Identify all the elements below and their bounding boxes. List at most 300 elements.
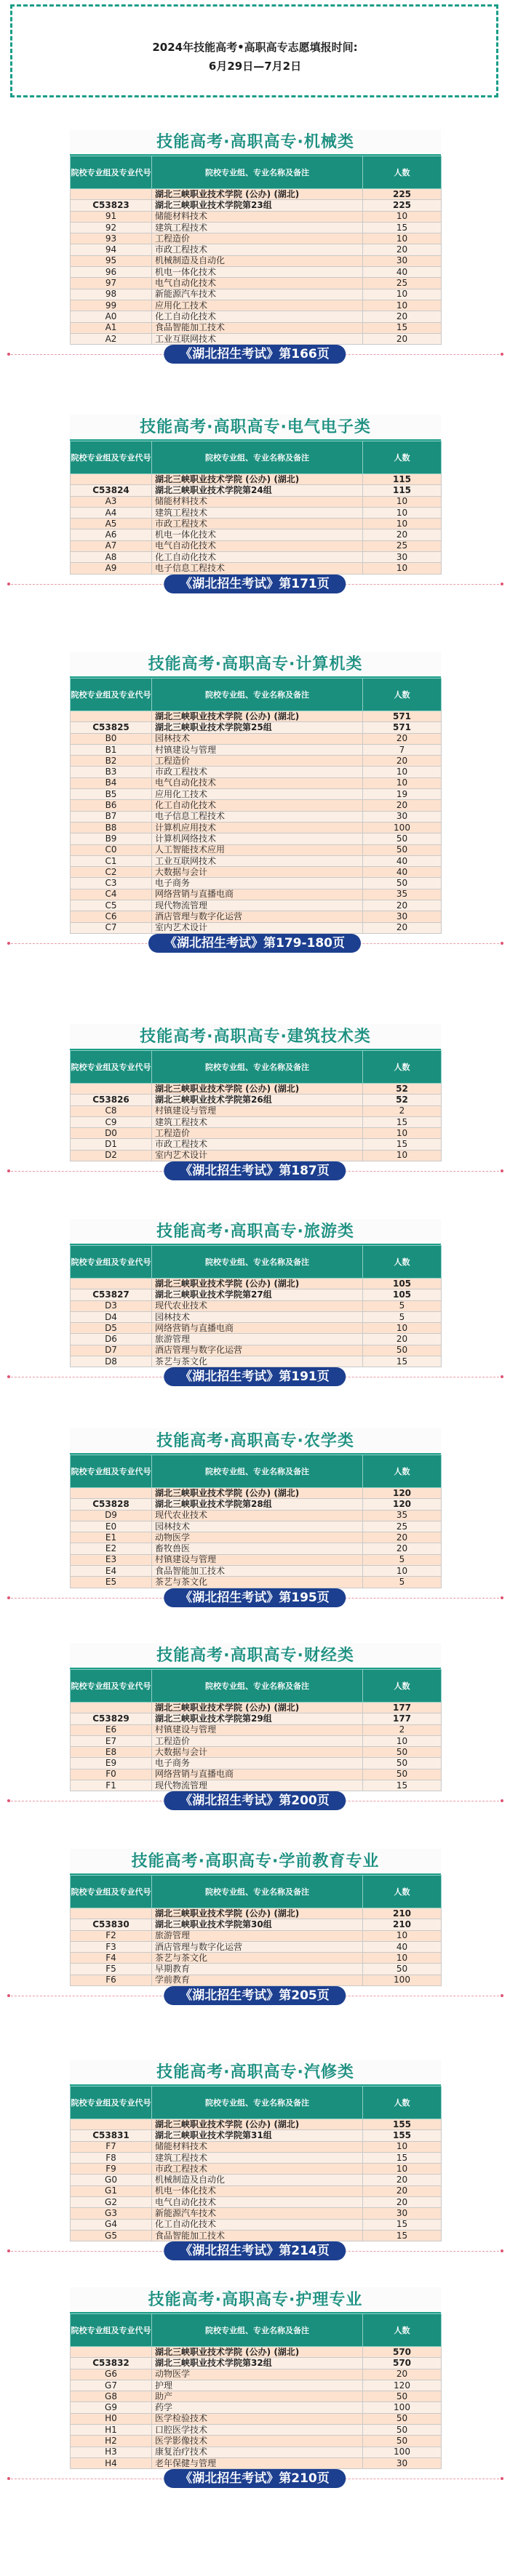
table-row (71, 1953, 442, 1964)
row-name: 老年保健与管理 (152, 2457, 363, 2468)
table-row (71, 1334, 442, 1345)
row-count: 30 (363, 2457, 442, 2468)
table-row (71, 756, 442, 767)
row-code: E2 (71, 1543, 152, 1554)
header-count: 人数 (363, 1876, 442, 1908)
row-code: F3 (71, 1941, 152, 1952)
header-code: 院校专业组及专业代号 (71, 2314, 152, 2347)
row-count: 2 (363, 1724, 442, 1735)
page-reference-badge: 《湖北招生考试》第195页 (164, 1588, 346, 1607)
row-name: 工程造价 (152, 1735, 363, 1746)
row-name: 湖北三峡职业技术学院第31组 (152, 2130, 363, 2141)
row-count: 105 (363, 1279, 442, 1289)
row-code: 92 (71, 222, 152, 233)
row-count: 25 (363, 1521, 442, 1532)
row-code: D6 (71, 1334, 152, 1345)
table-row (71, 889, 442, 900)
header-code: 院校专业组及专业代号 (71, 1876, 152, 1908)
row-count: 25 (363, 278, 442, 289)
row-count: 100 (363, 2447, 442, 2457)
row-count: 40 (363, 1941, 442, 1952)
table-row (71, 496, 442, 507)
row-name: 动物医学 (152, 1532, 363, 1543)
row-count: 15 (363, 2219, 442, 2230)
table-row (71, 1279, 442, 1289)
row-name: 旅游管理 (152, 1334, 363, 1345)
table-row (71, 1941, 442, 1952)
row-name: 动物医学 (152, 2369, 363, 2380)
admission-section (70, 1643, 441, 1791)
table-row (71, 278, 442, 289)
row-name: 电气自动化技术 (152, 777, 363, 788)
row-name: 网络营销与直播电商 (152, 1323, 363, 1334)
table-row (71, 1566, 442, 1577)
row-name: 人工智能技术应用 (152, 844, 363, 855)
row-count: 5 (363, 1554, 442, 1565)
row-count: 50 (363, 2391, 442, 2402)
row-code: G6 (71, 2369, 152, 2380)
table-row (71, 1780, 442, 1791)
row-code: 96 (71, 267, 152, 278)
row-name: 湖北三峡职业技术学院第23组 (152, 200, 363, 211)
section-title: 技能高考·高职高专·电气电子类 (70, 415, 441, 441)
row-name: 旅游管理 (152, 1930, 363, 1941)
row-code: G2 (71, 2197, 152, 2208)
row-count: 30 (363, 255, 442, 266)
row-name: 湖北三峡职业技术学院 (公办) (湖北) (152, 474, 363, 485)
footer-dot (7, 942, 10, 945)
row-code: C53830 (71, 1919, 152, 1930)
row-name: 村镇建设与管理 (152, 1554, 363, 1565)
row-code: A8 (71, 552, 152, 563)
table-row (71, 540, 442, 551)
row-count: 10 (363, 507, 442, 518)
row-name: 工程造价 (152, 1128, 363, 1139)
row-count: 5 (363, 1311, 442, 1322)
table-row (71, 1758, 442, 1769)
footer-dot (501, 1375, 503, 1378)
row-code (71, 2119, 152, 2130)
row-code: C53832 (71, 2358, 152, 2369)
row-count: 20 (363, 333, 442, 344)
table-row (71, 1908, 442, 1919)
row-code: G4 (71, 2219, 152, 2230)
row-name: 市政工程技术 (152, 767, 363, 777)
row-name: 化工自动化技术 (152, 552, 363, 563)
row-code: G0 (71, 2175, 152, 2185)
table-row (71, 1488, 442, 1499)
row-code: A7 (71, 540, 152, 551)
row-name: 建筑工程技术 (152, 2152, 363, 2163)
row-count: 570 (363, 2347, 442, 2358)
table-row (71, 855, 442, 866)
table-row (71, 1930, 442, 1941)
row-count: 10 (363, 1735, 442, 1746)
section-title: 技能高考·高职高专·机械类 (70, 129, 441, 156)
page-reference-badge: 《湖北招生考试》第191页 (164, 1367, 346, 1386)
row-code (71, 1703, 152, 1713)
row-name: 工程造价 (152, 756, 363, 767)
row-count: 50 (363, 1769, 442, 1780)
table-row (71, 2141, 442, 2152)
table-row (71, 2175, 442, 2185)
row-count: 120 (363, 1488, 442, 1499)
row-name: 电气自动化技术 (152, 540, 363, 551)
row-count: 5 (363, 1577, 442, 1588)
table-row (71, 900, 442, 911)
table-row (71, 911, 442, 922)
admission-section (70, 652, 441, 934)
header-code: 院校专业组及专业代号 (71, 1455, 152, 1488)
table-row (71, 1128, 442, 1139)
row-name: 护理 (152, 2380, 363, 2391)
row-count: 571 (363, 722, 442, 733)
row-count: 10 (363, 1953, 442, 1964)
table-row (71, 1139, 442, 1150)
row-count: 10 (363, 1323, 442, 1334)
table-row (71, 1532, 442, 1543)
row-code: 93 (71, 233, 152, 244)
row-name: 村镇建设与管理 (152, 1105, 363, 1116)
table-row (71, 1543, 442, 1554)
row-name: 酒店管理与数字化运营 (152, 911, 363, 922)
row-name: 电子商务 (152, 878, 363, 889)
row-name: 助产 (152, 2391, 363, 2402)
row-code (71, 474, 152, 485)
table-row (71, 1289, 442, 1300)
table-row (71, 822, 442, 833)
table-row (71, 833, 442, 844)
header-name: 院校专业组、专业名称及备注 (152, 1246, 363, 1279)
admission-section (70, 1849, 441, 1986)
row-code (71, 711, 152, 722)
row-name: 电气自动化技术 (152, 278, 363, 289)
table-row (71, 2130, 442, 2141)
row-name: 茶艺与茶文化 (152, 1356, 363, 1367)
row-name: 市政工程技术 (152, 2164, 363, 2175)
row-code: D2 (71, 1150, 152, 1161)
row-code: B1 (71, 744, 152, 755)
table-row (71, 333, 442, 344)
row-count: 210 (363, 1908, 442, 1919)
row-name: 湖北三峡职业技术学院第32组 (152, 2358, 363, 2369)
table-row (71, 733, 442, 744)
row-code: C53823 (71, 200, 152, 211)
row-code: B2 (71, 756, 152, 767)
footer-dot (7, 1799, 10, 1802)
row-name: 食品智能加工技术 (152, 2230, 363, 2241)
footer-dot (501, 1994, 503, 1997)
row-count: 15 (363, 2230, 442, 2241)
header-code: 院校专业组及专业代号 (71, 1670, 152, 1703)
table-row (71, 1116, 442, 1127)
row-count: 50 (363, 844, 442, 855)
row-count: 10 (363, 519, 442, 529)
row-count: 50 (363, 1747, 442, 1758)
row-name: 机电一体化技术 (152, 267, 363, 278)
row-count: 20 (363, 1334, 442, 1345)
row-name: 早期教育 (152, 1964, 363, 1975)
row-name: 茶艺与茶文化 (152, 1953, 363, 1964)
row-name: 新能源汽车技术 (152, 2208, 363, 2219)
row-name: 湖北三峡职业技术学院第25组 (152, 722, 363, 733)
row-code: B0 (71, 733, 152, 744)
row-name: 湖北三峡职业技术学院 (公办) (湖北) (152, 189, 363, 200)
row-count: 52 (363, 1084, 442, 1095)
row-code: D5 (71, 1323, 152, 1334)
row-count: 20 (363, 311, 442, 322)
row-count: 10 (363, 496, 442, 507)
admission-table (70, 1669, 442, 1791)
row-name: 湖北三峡职业技术学院 (公办) (湖北) (152, 1488, 363, 1499)
row-count: 50 (363, 833, 442, 844)
row-code: F4 (71, 1953, 152, 1964)
row-count: 25 (363, 540, 442, 551)
row-name: 化工自动化技术 (152, 311, 363, 322)
row-name: 园林技术 (152, 1311, 363, 1322)
row-name: 机械制造及自动化 (152, 255, 363, 266)
row-count: 155 (363, 2119, 442, 2130)
section-title: 技能高考·高职高专·农学类 (70, 1428, 441, 1455)
row-count: 115 (363, 485, 442, 496)
row-name: 网络营销与直播电商 (152, 1769, 363, 1780)
table-header-row (71, 1876, 442, 1908)
row-count: 52 (363, 1095, 442, 1105)
row-code: C53827 (71, 1289, 152, 1300)
row-count: 50 (363, 2436, 442, 2447)
row-name: 电子信息工程技术 (152, 563, 363, 574)
row-count: 35 (363, 1510, 442, 1521)
row-name: 现代物流管理 (152, 1780, 363, 1791)
header-count: 人数 (363, 2314, 442, 2347)
row-count: 210 (363, 1919, 442, 1930)
row-code: D9 (71, 1510, 152, 1521)
table-row (71, 1095, 442, 1105)
row-code: F1 (71, 1780, 152, 1791)
row-name: 康复治疗技术 (152, 2447, 363, 2457)
table-row (71, 878, 442, 889)
header-name: 院校专业组、专业名称及备注 (152, 2087, 363, 2119)
row-count: 20 (363, 244, 442, 255)
footer-dot (7, 1994, 10, 1997)
row-name: 化工自动化技术 (152, 2219, 363, 2230)
header-count: 人数 (363, 1246, 442, 1279)
row-count: 20 (363, 2185, 442, 2196)
table-header-row (71, 1246, 442, 1279)
row-code: A0 (71, 311, 152, 322)
row-name: 酒店管理与数字化运营 (152, 1941, 363, 1952)
row-code: H4 (71, 2457, 152, 2468)
table-row (71, 485, 442, 496)
row-name: 畜牧兽医 (152, 1543, 363, 1554)
row-code: E8 (71, 1747, 152, 1758)
row-name: 机械制造及自动化 (152, 2175, 363, 2185)
table-row (71, 867, 442, 878)
table-row (71, 1975, 442, 1985)
row-count: 40 (363, 267, 442, 278)
footer-dot (7, 583, 10, 585)
row-code: 95 (71, 255, 152, 266)
row-code: C53829 (71, 1713, 152, 1724)
page-reference-badge: 《湖北招生考试》第166页 (164, 345, 346, 364)
row-name: 现代农业技术 (152, 1300, 363, 1311)
row-name: 电气自动化技术 (152, 2197, 363, 2208)
row-code: 94 (71, 244, 152, 255)
table-row (71, 1311, 442, 1322)
table-row (71, 2185, 442, 2196)
row-name: 湖北三峡职业技术学院第24组 (152, 485, 363, 496)
table-row (71, 1919, 442, 1930)
table-row (71, 2358, 442, 2369)
admission-section (70, 1024, 441, 1161)
row-count: 100 (363, 822, 442, 833)
table-row (71, 322, 442, 333)
table-row (71, 1724, 442, 1735)
table-row (71, 519, 442, 529)
table-row (71, 1735, 442, 1746)
row-count: 40 (363, 855, 442, 866)
section-title: 技能高考·高职高专·财经类 (70, 1643, 441, 1669)
footer-dot (501, 1799, 503, 1802)
row-code (71, 2347, 152, 2358)
row-code: B9 (71, 833, 152, 844)
table-row (71, 2413, 442, 2424)
row-count: 50 (363, 1964, 442, 1975)
row-code: H3 (71, 2447, 152, 2457)
row-count: 10 (363, 233, 442, 244)
row-name: 市政工程技术 (152, 519, 363, 529)
row-code (71, 1908, 152, 1919)
header-line-1: 2024年技能高考•高职高专志愿填报时间: (152, 41, 358, 54)
row-count: 20 (363, 2369, 442, 2380)
admission-section (70, 1219, 441, 1367)
header-line-2: 6月29日—7月2日 (208, 60, 302, 73)
table-row (71, 2457, 442, 2468)
row-code: D0 (71, 1128, 152, 1139)
row-name: 储能材料技术 (152, 2141, 363, 2152)
row-name: 现代农业技术 (152, 1510, 363, 1521)
page-reference-badge: 《湖北招生考试》第187页 (164, 1161, 346, 1180)
row-name: 机电一体化技术 (152, 529, 363, 540)
header-code: 院校专业组及专业代号 (71, 2087, 152, 2119)
row-count: 30 (363, 811, 442, 822)
row-code: H0 (71, 2413, 152, 2424)
header-name: 院校专业组、专业名称及备注 (152, 441, 363, 474)
row-count: 10 (363, 1150, 442, 1161)
row-count: 10 (363, 300, 442, 311)
table-row (71, 2164, 442, 2175)
row-name: 学前教育 (152, 1975, 363, 1985)
header-code: 院校专业组及专业代号 (71, 1051, 152, 1084)
row-count: 5 (363, 1300, 442, 1311)
admission-table (70, 1245, 442, 1367)
row-code: E4 (71, 1566, 152, 1577)
row-name: 湖北三峡职业技术学院第26组 (152, 1095, 363, 1105)
row-code (71, 189, 152, 200)
row-name: 工程造价 (152, 233, 363, 244)
row-code: A6 (71, 529, 152, 540)
row-code: C53831 (71, 2130, 152, 2141)
table-header-row (71, 2314, 442, 2347)
table-row (71, 300, 442, 311)
row-count: 10 (363, 1566, 442, 1577)
header-code: 院校专业组及专业代号 (71, 156, 152, 189)
table-row (71, 1499, 442, 1510)
row-code: G3 (71, 2208, 152, 2219)
table-row (71, 711, 442, 722)
page-reference-badge: 《湖北招生考试》第179-180页 (148, 934, 361, 953)
table-row (71, 1356, 442, 1367)
table-row (71, 1964, 442, 1975)
row-name: 村镇建设与管理 (152, 744, 363, 755)
table-row (71, 474, 442, 485)
row-count: 10 (363, 2164, 442, 2175)
row-name: 计算机网络技术 (152, 833, 363, 844)
row-count: 50 (363, 1758, 442, 1769)
row-name: 计算机应用技术 (152, 822, 363, 833)
row-name: 大数据与会计 (152, 867, 363, 878)
table-row (71, 563, 442, 574)
row-code: C53826 (71, 1095, 152, 1105)
table-row (71, 200, 442, 211)
table-row (71, 1345, 442, 1356)
row-name: 园林技术 (152, 733, 363, 744)
header-name: 院校专业组、专业名称及备注 (152, 1876, 363, 1908)
table-row (71, 2447, 442, 2457)
table-row (71, 844, 442, 855)
footer-dot (501, 1169, 503, 1172)
row-count: 20 (363, 733, 442, 744)
row-name: 湖北三峡职业技术学院 (公办) (湖北) (152, 1084, 363, 1095)
row-code: H2 (71, 2436, 152, 2447)
row-name: 湖北三峡职业技术学院第28组 (152, 1499, 363, 1510)
row-count: 50 (363, 878, 442, 889)
row-name: 市政工程技术 (152, 244, 363, 255)
row-count: 225 (363, 200, 442, 211)
row-code: G1 (71, 2185, 152, 2196)
row-code: C4 (71, 889, 152, 900)
admission-section (70, 2287, 441, 2469)
table-row (71, 2119, 442, 2130)
row-count: 20 (363, 2175, 442, 2185)
header-name: 院校专业组、专业名称及备注 (152, 679, 363, 711)
row-count: 30 (363, 2208, 442, 2219)
table-row (71, 2425, 442, 2436)
row-count: 19 (363, 789, 442, 800)
row-count: 2 (363, 1105, 442, 1116)
table-row (71, 2436, 442, 2447)
row-name: 建筑工程技术 (152, 507, 363, 518)
row-count: 50 (363, 1345, 442, 1356)
row-name: 茶艺与茶文化 (152, 1577, 363, 1588)
footer-dot (7, 1169, 10, 1172)
row-name: 食品智能加工技术 (152, 1566, 363, 1577)
row-code: B6 (71, 800, 152, 811)
table-row (71, 1300, 442, 1311)
row-code: F5 (71, 1964, 152, 1975)
row-code: G5 (71, 2230, 152, 2241)
admission-section (70, 2060, 441, 2241)
header-count: 人数 (363, 2087, 442, 2119)
row-name: 药学 (152, 2402, 363, 2413)
table-row (71, 189, 442, 200)
row-name: 医学检验技术 (152, 2413, 363, 2424)
row-name: 湖北三峡职业技术学院 (公办) (湖北) (152, 711, 363, 722)
row-count: 15 (363, 1780, 442, 1791)
header-count: 人数 (363, 1670, 442, 1703)
row-count: 15 (363, 222, 442, 233)
footer-dot (501, 353, 503, 356)
